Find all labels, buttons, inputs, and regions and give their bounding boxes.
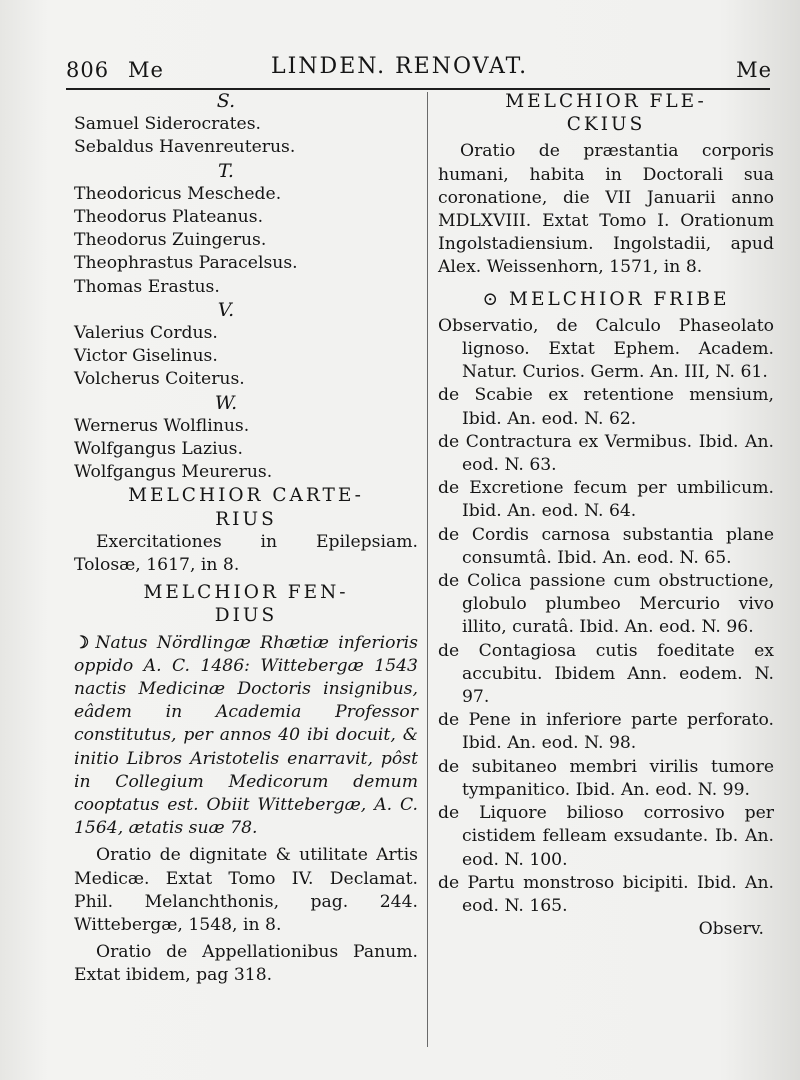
section-letter-v: V. [217,298,235,321]
fendius-bio-text: Natus Nördlingæ Rhætiæ inferioris oppido A. C. 1486: Wittebergæ 1543 nactis Medicinæ Doctoris insignibus, eâdem in Academia Professor constitutus, per annos 40 ibi docuit, & initio Libros Aristotelis enarravit, pôst in Collegium Medicorum demum cooptatus est. Obiit Wittebergæ, A. C. 1564, ætatis suæ 78. [74,632,418,839]
section-letter-w: W. [214,391,238,414]
section-letter-t: T. [218,159,234,182]
fribe-work: de Contagiosa cutis foeditate ex accubitu. Ibidem Ann. eodem. N. 97. [438,640,774,708]
fribe-heading-text: MELCHIOR FRIBE [509,288,730,310]
header-right-word: Me [736,58,772,82]
entry-heading-fribe [438,288,774,311]
fribe-work: de Liquore bilioso corrosivo per cistidem felleam exsudante. Ib. An. eod. N. 100. [438,803,774,870]
fendius-biography [74,632,418,841]
name-entry: Wolfgangus Lazius. [74,438,243,459]
name-entry: Wernerus Wolflinus. [74,415,250,436]
fribe-work: de Excretione fecum per umbilicum. Ibid. An. eod. N. 64. [438,478,774,522]
name-entry: Wolfgangus Meurerus. [74,462,273,483]
circle-dot-symbol-icon: ⊙ [482,288,502,310]
fendius-work: Oratio de dignitate & utilitate Artis Medicæ. Extat Tomo IV. Declamat. Phil. Melanchthonis, pag. 244. Wittebergæ, 1548, in 8. [74,845,418,936]
entry-heading-fendius: MELCHIOR FEN- [143,582,349,604]
fribe-work: de Contractura ex Vermibus. Ibid. An. eod. N. 63. [438,431,774,476]
fribe-work: de subitaneo membri virilis tumore tympanitico. Ibid. An. eod. N. 99. [438,756,774,800]
name-entry: Valerius Cordus. [74,322,218,343]
catchword: Observ. [698,919,764,940]
fribe-work: de Partu monstroso bicipiti. Ibid. An. eod. N. 165. [438,872,774,916]
name-entry: Thomas Erastus. [74,276,220,297]
fendius-work: Oratio de Appellationibus Panum. Extat ibidem, pag 318. [74,942,418,986]
fribe-work: de Colica passione cum obstructione, globulo plumbeo Mercurio vivo illito, curatâ. Ibid. An. eod. N. 96. [438,571,774,638]
page-number: 806 [66,58,110,82]
name-entry: Theophrastus Paracelsus. [74,253,298,274]
entry-heading-fendius-cont: DIUS [214,605,278,627]
column-divider [427,92,428,1047]
section-letter-s: S. [216,90,236,112]
right-column [438,90,774,941]
name-entry: Theodorus Zuingerus. [74,230,267,251]
running-title: LINDEN. RENOVAT. [271,54,529,79]
fribe-work: de Pene in inferiore parte perforato. Ibid. An. eod. N. 98. [438,710,774,754]
header-left-word: Me [128,58,164,82]
fleckius-work: Oratio de præstantia corporis humani, habita in Doctorali sua coronatione, die VII Januarii anno MDLXVIII. Extat Tomo I. Orationum Ingolstadiensium. Ingolstadii, apud Alex. Weissenhorn, 1571, in 8. [438,141,774,278]
entry-heading-carterius-cont: RIUS [215,508,277,530]
name-entry: Samuel Siderocrates. [74,114,261,135]
carterius-work: Exercitationes in Epilepsiam. Tolosæ, 1617, in 8. [74,531,418,575]
left-column [74,90,418,988]
fribe-work: de Scabie ex retentione mensium, Ibid. An. eod. N. 62. [438,385,774,429]
name-entry: Theodoricus Meschede. [74,183,282,204]
entry-heading-fleckius-cont: CKIUS [566,114,646,136]
name-entry: Victor Giselinus. [74,346,218,367]
entry-heading-carterius: MELCHIOR CARTE- [128,485,364,507]
entry-heading-fleckius: MELCHIOR FLE- [505,91,707,112]
name-entry: Theodorus Plateanus. [74,206,264,227]
running-header [66,52,772,86]
moon-symbol-icon: ☽ [74,632,90,653]
fribe-work: de Cordis carnosa substantia plane consumtâ. Ibid. An. eod. N. 65. [438,524,774,568]
fribe-work: Observatio, de Calculo Phaseolato lignoso. Extat Ephem. Academ. Natur. Curios. Germ. An. III, N. 61. [438,315,774,383]
name-entry: Sebaldus Havenreuterus. [74,137,296,158]
name-entry: Volcherus Coiterus. [74,369,245,390]
